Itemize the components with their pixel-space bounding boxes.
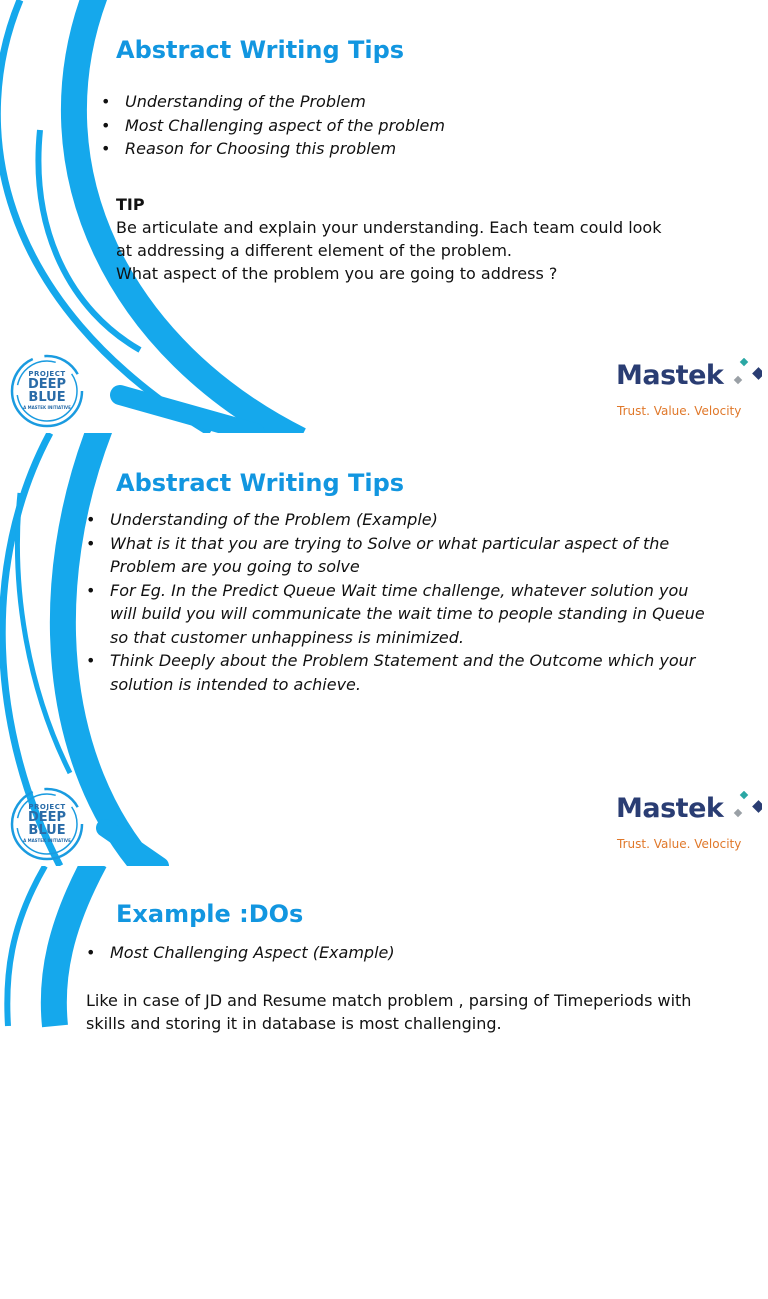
example-paragraph: Like in case of JD and Resume match problem , parsing of Timeperiods with skills and storing it in database is most challenging.: [86, 991, 692, 1033]
mastek-mark-icon: [732, 791, 762, 821]
mastek-logo: [616, 358, 766, 428]
tip-line: at addressing a different element of the problem.: [116, 241, 512, 260]
logo-line-project: PROJECT: [28, 803, 66, 811]
slide-title: Example :DOs: [116, 900, 304, 928]
bullet-list: [86, 941, 706, 965]
slide-2: [0, 433, 768, 866]
bullet-item: • Most Challenging Aspect (Example): [86, 941, 706, 965]
company-name: Mastek: [616, 360, 724, 391]
mastek-mark-icon: [732, 358, 762, 388]
company-name: Mastek: [616, 793, 724, 824]
bullet-item: • Reason for Choosing this problem: [101, 137, 701, 161]
mastek-logo: [616, 791, 766, 861]
logo-line-initiative: A MASTEK INITIATIVE: [23, 838, 71, 843]
bullet-list: [101, 90, 701, 161]
logo-line-blue: BLUE: [28, 823, 66, 838]
logo-line-deep: DEEP: [27, 377, 67, 392]
tip-line: What aspect of the problem you are going to address ?: [116, 264, 558, 283]
slide-1: [0, 0, 768, 433]
project-deep-blue-logo: [9, 786, 85, 862]
slide-title: Abstract Writing Tips: [116, 469, 405, 497]
tip-block: [116, 193, 676, 285]
slide-3: [0, 866, 768, 1299]
bullet-item: • For Eg. In the Predict Queue Wait time challenge, whatever solution you will build you will communicate the wait time to people standing in Queue so that customer unhappiness is minimized.: [86, 579, 706, 650]
bullet-item: • Think Deeply about the Problem Statement and the Outcome which your solution is intended to achieve.: [86, 649, 706, 696]
slide-title: Abstract Writing Tips: [116, 36, 405, 64]
project-deep-blue-logo: [9, 353, 85, 429]
logo-line-deep: DEEP: [27, 810, 67, 825]
bullet-item: • Understanding of the Problem (Example): [86, 508, 706, 532]
bullet-list: [86, 508, 706, 696]
logo-line-blue: BLUE: [28, 390, 66, 405]
bullet-item: • Most Challenging aspect of the problem: [101, 114, 701, 138]
logo-line-initiative: A MASTEK INITIATIVE: [23, 405, 71, 410]
tip-label: TIP: [116, 195, 145, 214]
bullet-item: • Understanding of the Problem: [101, 90, 701, 114]
tip-line: Be articulate and explain your understanding. Each team could look: [116, 218, 662, 237]
company-tagline: Trust. Value. Velocity: [617, 404, 742, 418]
company-tagline: Trust. Value. Velocity: [617, 837, 742, 851]
bullet-item: • What is it that you are trying to Solve or what particular aspect of the Problem are you going to solve: [86, 532, 706, 579]
decorative-arcs: [0, 866, 768, 1299]
logo-line-project: PROJECT: [28, 370, 66, 378]
